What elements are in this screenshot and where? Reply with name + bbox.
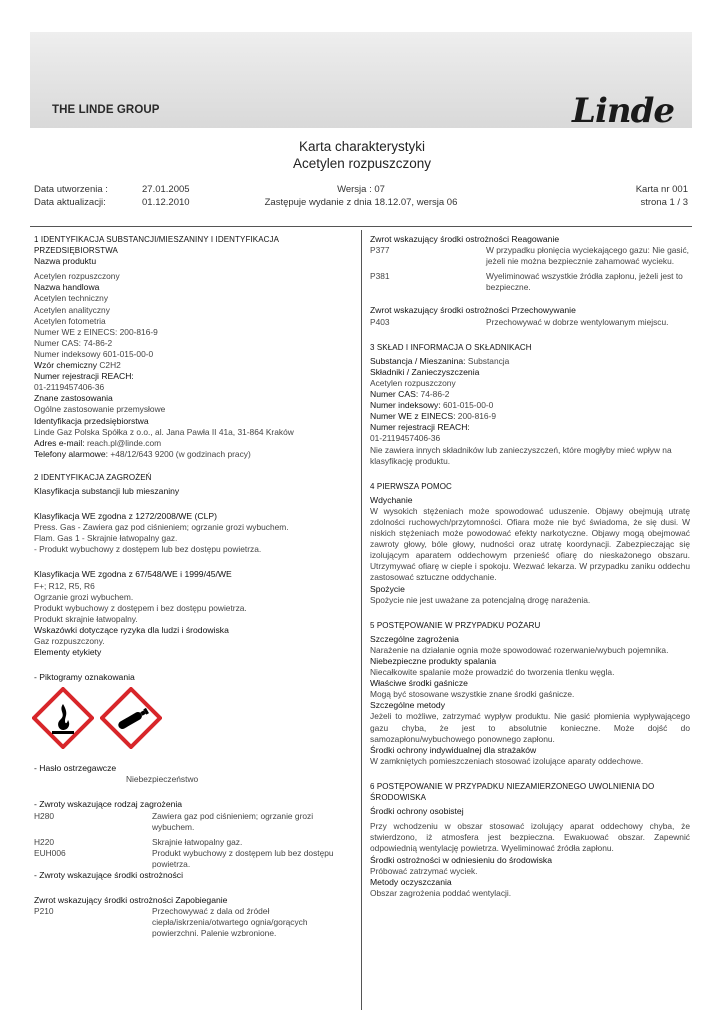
updated-label: Data aktualizacji: (34, 197, 106, 208)
p-text: W przypadku płonięcia wyciekającego gazu: Nie gasić, jeżeli nie można bezpiecznie zahamować wycieku. (486, 245, 689, 267)
h-text: Zawiera gaz pod ciśnieniem; ogrzanie grozi wybuchem. (152, 810, 314, 832)
substance-heading: Substancja / Mieszanina: (370, 355, 466, 366)
no-impurities-note: Nie zawiera innych składników lub zanieczyszczeń, które mogłyby mieć wpływ na klasyfikację produktu. (370, 444, 672, 466)
trade-name-heading: Nazwa handlowa (34, 282, 100, 293)
extinguishing-text: Mogą być stosowane wszystkie znane środki gaśnicze. (370, 689, 575, 700)
created-label: Data utworzenia : (34, 184, 108, 195)
dsd-line-1: F+; R12, R5, R6 (34, 580, 95, 591)
reach-number: 01-2119457406-36 (34, 382, 105, 393)
pictograms (32, 687, 346, 749)
hazards: Gaz rozpuszczony. (34, 636, 105, 646)
h-text: Produkt wybuchowy z dostępem lub bez dostępu powietrza. (152, 847, 334, 869)
clp-line-2: Flam. Gas 1 - Skrajnie łatwopalny gaz. (34, 533, 178, 544)
reach-heading: Numer rejestracji REACH: (370, 422, 470, 433)
formula: C2H2 (97, 360, 121, 371)
p-code: P377 (370, 245, 390, 256)
group-name: THE LINDE GROUP (52, 104, 160, 116)
section-5-title: 5 POSTĘPOWANIE W PRZYPADKU POŻARU (370, 620, 541, 630)
index-heading: Numer indeksowy: (370, 400, 441, 411)
column-divider (361, 230, 362, 1010)
h-statement-row (34, 811, 346, 833)
p-statement-row (370, 317, 690, 328)
card-number: Karta nr 001 (635, 184, 688, 195)
specific-hazards-text: Narażenie na działanie ognia może spowodować rozerwanie/wybuch pojemnika. (370, 644, 669, 655)
trade-name-3: Acetylen fotometria (34, 315, 106, 326)
p-statement-row (370, 245, 690, 267)
inhalation-heading: Wdychanie (370, 494, 413, 505)
inhalation-text: W wysokich stężeniach może spowodować uduszenie. Objawy obejmują utratę zdolności ruchowych/przytomności. Ofiara może nie być świadoma, że się dusi. W niskich stężeniach może powodować efekty narkotyczne. Objawy mogą obejmować zawroty głowy, bóle głowy, nudności oraz utratę koordynacji. Zabezpieczając się izolującym aparatem oddechowym przenieść ofiarę do nieskażonego obszaru. Utrzymywać ofiarę w cieple i spokoju. Wezwać lekarza. W przypadku zaniku oddechu zastosować sztuczne oddychanie. (370, 505, 690, 583)
h-statements-heading: - Zwroty wskazujące rodzaj zagrożenia (34, 799, 183, 810)
logo-wordmark: Linde (572, 91, 674, 131)
personal-precautions-heading: Środki ochrony osobistej (370, 806, 464, 817)
title-line-1: Karta charakterystyki (298, 139, 426, 154)
classification-heading: Klasyfikacja substancji lub mieszaniny (34, 485, 180, 496)
section-3-title: 3 SKŁAD I INFORMACJA O SKŁADNIKACH (370, 342, 532, 352)
email-heading: Adres e-mail: (34, 437, 85, 448)
environmental-heading: Środki ostrożności w odniesieniu do środowiska (370, 854, 552, 865)
flame-pictogram-icon (32, 687, 94, 749)
phone: +48/12/643 9200 (w godzinach pracy) (108, 448, 251, 459)
storage-heading: Zwrot wskazujący środki ostrożności Przechowywanie (370, 305, 576, 316)
version: Wersja : 07 (337, 184, 385, 195)
index: 601-015-00-0 (440, 400, 494, 411)
document-meta (34, 184, 688, 210)
h-code: H280 (34, 810, 55, 821)
p-code: P381 (370, 271, 390, 282)
p-text: Przechowywać z dala od źródeł ciepła/iskrzenia/otwartego ognia/gorących powierzchni. Palenie wzbronione. (152, 906, 308, 939)
h-code: EUH006 (34, 847, 66, 858)
extinguishing-heading: Właściwe środki gaśnicze (370, 678, 468, 689)
h-statement-row (34, 837, 346, 848)
ingestion-text: Spożycie nie jest uważane za potencjalną drogę narażenia. (370, 594, 591, 605)
section-6-title: 6 POSTĘPOWANIE W PRZYPADKU NIEZAMIERZONEGO UWOLNIENIA DO ŚRODOWISKA (370, 781, 655, 803)
environmental-text: Próbować zatrzymać wyciek. (370, 865, 478, 876)
updated-value: 01.12.2010 (142, 197, 190, 208)
created-value: 27.01.2005 (142, 184, 190, 195)
cas-heading: Numer CAS: (370, 389, 419, 400)
p-code: P403 (370, 316, 390, 327)
specific-hazards-heading: Szczególne zagrożenia (370, 633, 459, 644)
signal-word: Niebezpieczeństwo (126, 774, 199, 785)
p-statements-heading: - Zwroty wskazujące środki ostrożności (34, 870, 184, 881)
left-column (34, 234, 346, 940)
components-heading: Składniki / Zanieczyszczenia (370, 366, 480, 377)
personal-precautions-text: Przy wchodzeniu w obszar stosować izolujący aparat oddechowy chyba, że stwierdzono, iż atmosfera jest bezpieczna. Ewakuować obszar. Zapewnić odpowiednią wentylację powietrza. Wyeliminować źródła zapłonu. (370, 821, 690, 854)
product-name-heading: Nazwa produktu (34, 256, 97, 267)
we: 200-816-9 (455, 411, 496, 422)
p-code: P210 (34, 906, 54, 917)
trade-name-1: Acetylen techniczny (34, 293, 109, 304)
firefighter-ppe-heading: Środki ochrony indywidualnej dla strażaków (370, 744, 537, 755)
trade-name-2: Acetylen analityczny (34, 304, 110, 315)
h-code: H220 (34, 836, 55, 847)
section-2-title: 2 IDENTYFIKACJA ZAGROŻEŃ (34, 472, 152, 482)
combustion-products-heading: Niebezpieczne produkty spalania (370, 656, 497, 666)
cleanup-text: Obszar zagrożenia poddać wentylacji. (370, 887, 512, 898)
page-number: strona 1 / 3 (640, 197, 688, 208)
signal-word-heading: - Hasło ostrzegawcze (34, 763, 117, 774)
cleanup-heading: Metody oczyszczania (370, 876, 452, 887)
right-column (370, 234, 690, 899)
p-text: Wyeliminować wszystkie źródła zapłonu, jeżeli jest to bezpieczne. (486, 271, 683, 293)
p-text: Przechowywać w dobrze wentylowanym miejscu. (486, 316, 669, 327)
formula-heading: Wzór chemiczny (34, 360, 98, 371)
clp-line-1: Press. Gas - Zawiera gaz pod ciśnieniem; ogrzanie grozi wybuchem. (34, 522, 289, 533)
component: Acetylen rozpuszczony (370, 377, 456, 388)
dsd-line-2: Ogrzanie grozi wybuchem. (34, 591, 134, 602)
dsd-line-4: Produkt skrajnie łatwopalny. (34, 613, 138, 624)
hazards-heading: Wskazówki dotyczące ryzyka dla ludzi i środowiska (34, 624, 229, 635)
methods-text: Jeżeli to możliwe, zatrzymać wypływ produktu. Nie gasić płomienia wypływającego gazu chyba, że jest to absolutnie konieczne. Może dojść do samozapłonu/wybuchowego ponownego zapłonu. (370, 711, 690, 744)
email-link[interactable]: reach.pl@linde.com (84, 437, 162, 448)
response-heading: Zwrot wskazujący środki ostrożności Reagowanie (370, 234, 560, 244)
pictograms-heading: - Piktogramy oznakowania (34, 672, 135, 683)
header-banner (30, 32, 692, 131)
company-heading: Identyfikacja przedsiębiorstwa (34, 415, 149, 426)
substance: Substancja (465, 355, 510, 366)
reach-number: 01-2119457406-36 (370, 433, 441, 444)
h-text: Skrajnie łatwopalny gaz. (152, 836, 243, 847)
dsd-line-3: Produkt wybuchowy z dostępem i bez dostępu powietrza. (34, 602, 247, 613)
section-4-title: 4 PIERWSZA POMOC (370, 481, 452, 491)
prevention-heading: Zwrot wskazujący środki ostrożności Zapobieganie (34, 895, 228, 906)
gas-cylinder-pictogram-icon (100, 687, 162, 749)
section-1-title: 1 IDENTYFIKACJA SUBSTANCJI/MIESZANINY I IDENTYFIKACJA PRZEDSIĘBIORSTWA (34, 235, 279, 256)
clp-heading: Klasyfikacja WE zgodna z 1272/2008/WE (CLP) (34, 511, 217, 522)
product-name: Acetylen rozpuszczony (34, 271, 120, 282)
clp-line-3: - Produkt wybuchowy z dostępem lub bez dostępu powietrza. (34, 544, 262, 555)
phone-heading: Telefony alarmowe: (34, 448, 109, 459)
uses-heading: Znane zastosowania (34, 393, 113, 404)
cas: 74-86-2 (418, 389, 450, 400)
divider (30, 226, 692, 227)
linde-logo (572, 91, 674, 131)
cas-number: Numer CAS: 74-86-2 (34, 337, 113, 348)
we-number: Numer WE z EINECS: 200-816-9 (34, 326, 158, 337)
we-heading: Numer WE z EINECS: (370, 411, 456, 422)
dsd-heading: Klasyfikacja WE zgodna z 67/548/WE i 1999/45/WE (34, 569, 232, 580)
methods-heading: Szczególne metody (370, 700, 445, 711)
ingestion-heading: Spożycie (370, 583, 405, 594)
document-title (0, 138, 724, 172)
label-elements-heading: Elementy etykiety (34, 647, 102, 658)
firefighter-ppe-text: W zamkniętych pomieszczeniach stosować izolujące aparaty oddechowe. (370, 755, 644, 766)
title-line-2: Acetylen rozpuszczony (292, 156, 432, 171)
combustion-products-text: Niecałkowite spalanie może prowadzić do tworzenia tlenku węgla. (370, 667, 615, 678)
p-statement-row (34, 906, 346, 939)
index-number: Numer indeksowy 601-015-00-0 (34, 348, 154, 359)
p-statement-row (370, 271, 690, 293)
company: Linde Gaz Polska Spółka z o.o., al. Jana Pawła II 41a, 31-864 Kraków (34, 426, 294, 437)
reach-heading: Numer rejestracji REACH: (34, 371, 134, 382)
h-statement-row (34, 848, 346, 870)
replaces-edition: Zastępuje wydanie z dnia 18.12.07, wersja 06 (264, 197, 458, 208)
uses: Ogólne zastosowanie przemysłowe (34, 404, 166, 415)
